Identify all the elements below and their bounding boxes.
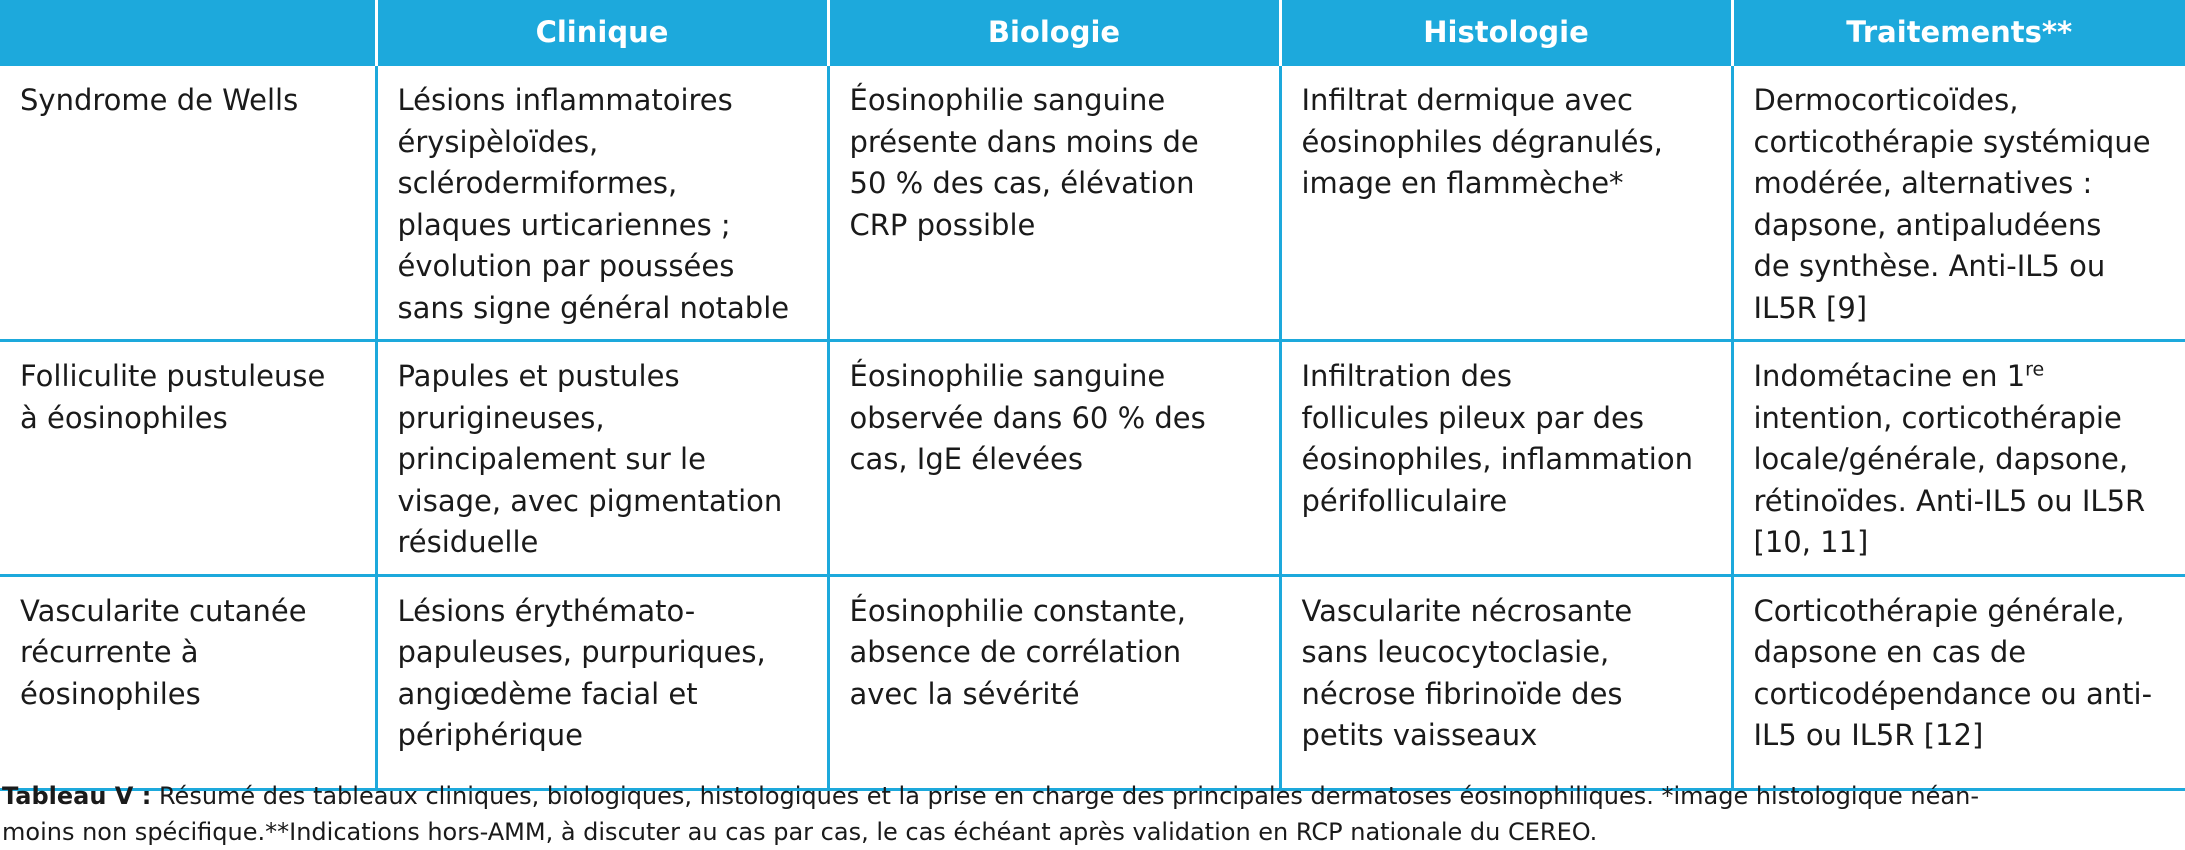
ordinal-superscript: re <box>2025 358 2045 381</box>
cell-clinique <box>376 65 828 341</box>
cell-traitements <box>1732 575 2185 789</box>
row-label-text: Vascularite cutanée récurrente à éosinophiles <box>20 593 307 711</box>
cell-clinique <box>376 341 828 576</box>
cell-traitements <box>1732 341 2185 576</box>
cell-biologie-text: Éosinophilie constante, absence de corrélation avec la sévérité <box>849 593 1187 711</box>
cell-traitements-text: Corticothérapie générale, dapsone en cas de corticodépendance ou anti- IL5 ou IL5R [12] <box>1753 593 2153 752</box>
cell-clinique-text: Papules et pustules prurigineuses, principalement sur le visage, avec pigmentation résiduelle <box>397 359 783 559</box>
row-label-text: Folliculite pustuleuse à éosinophiles <box>20 359 326 435</box>
table-caption <box>2 778 2182 850</box>
row-label <box>0 575 376 789</box>
header-empty <box>0 0 376 65</box>
header-histologie: Histologie <box>1280 0 1732 65</box>
cell-traitements <box>1732 65 2185 341</box>
row-label <box>0 65 376 341</box>
cell-histologie <box>1280 65 1732 341</box>
traitements-text-rest: intention, corticothérapie locale/générale, dapsone, rétinoïdes. Anti-IL5 ou IL5R [10, 11] <box>1753 400 2146 559</box>
cell-biologie <box>828 65 1280 341</box>
cell-biologie <box>828 575 1280 789</box>
cell-biologie <box>828 341 1280 576</box>
table-row <box>0 575 2185 789</box>
header-clinique: Clinique <box>376 0 828 65</box>
table-row <box>0 341 2185 576</box>
cell-histologie-text: Infiltration des follicules pileux par des éosinophiles, inflammation périfolliculaire <box>1301 359 1693 518</box>
cell-traitements-text: Dermocorticoïdes, corticothérapie systémique modérée, alternatives : dapsone, antipaludéens de synthèse. Anti-IL5 ou IL5R [9] <box>1753 83 2151 325</box>
row-label-text: Syndrome de Wells <box>20 83 299 117</box>
cell-biologie-text: Éosinophilie sanguine présente dans moins de 50 % des cas, élévation CRP possible <box>849 83 1199 242</box>
cell-histologie-text: Vascularite nécrosante sans leucocytoclasie, nécrose fibrinoïde des petits vaisseaux <box>1301 593 1633 752</box>
traitements-text-start: Indométacine en 1 <box>1753 359 2026 393</box>
caption-line-1 <box>2 778 2182 814</box>
row-label <box>0 341 376 576</box>
cell-histologie-text: Infiltrat dermique avec éosinophiles dégranulés, image en flammèche* <box>1301 83 1663 200</box>
cell-histologie <box>1280 341 1732 576</box>
caption-line-2: moins non spécifique.**Indications hors-AMM, à discuter au cas par cas, le cas échéant après validation en RCP nationale du CEREO. <box>2 818 1598 846</box>
header-traitements: Traitements** <box>1732 0 2185 65</box>
cell-clinique-text: Lésions érythémato- papuleuses, purpuriques, angiœdème facial et périphérique <box>397 593 766 752</box>
cell-biologie-text: Éosinophilie sanguine observée dans 60 % des cas, IgE élevées <box>849 359 1206 476</box>
caption-text-1: Résumé des tableaux cliniques, biologiques, histologiques et la prise en charge des principales dermatoses éosinophiliques. *image histologique néan- <box>151 782 1979 810</box>
cell-traitements-text <box>1754 356 2170 564</box>
cell-clinique <box>376 575 828 789</box>
cell-clinique-text: Lésions inflammatoires érysipèloïdes, sclérodermiformes, plaques urticariennes ; évolution par poussées sans signe général notable <box>397 83 790 325</box>
table-row <box>0 65 2185 341</box>
table-header-row <box>0 0 2185 65</box>
cell-histologie <box>1280 575 1732 789</box>
header-biologie: Biologie <box>828 0 1280 65</box>
caption-label: Tableau V : <box>2 782 152 810</box>
